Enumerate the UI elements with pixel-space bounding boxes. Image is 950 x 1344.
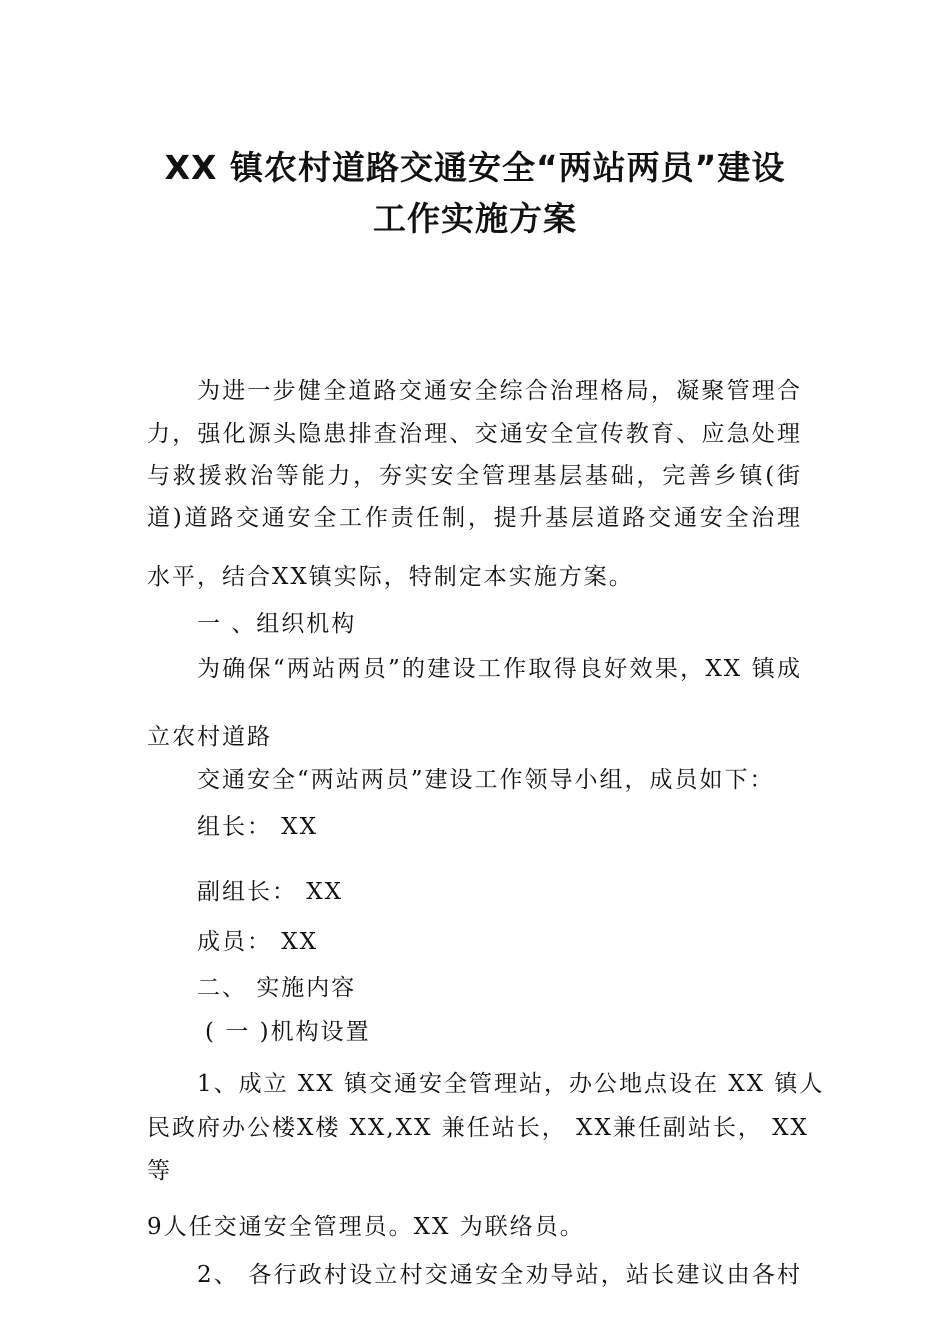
members-line: 成员： XX: [197, 929, 319, 955]
intro-paragraph-line: 为进一步健全道路交通安全综合治理格局，凝聚管理合: [197, 378, 802, 404]
organization-paragraph-line: 交通安全“两站两员”建设工作领导小组，成员如下：: [197, 767, 775, 793]
section-heading-organization: 一 、组织机构: [197, 611, 357, 637]
item-1-line: 民政府办公楼X楼 XX,XX 兼任站长， XX兼任副站长， XX: [147, 1115, 809, 1141]
organization-paragraph-line: 为确保“两站两员”的建设工作取得良好效果，XX 镇成: [197, 656, 802, 682]
document-title-line-1: XX 镇农村道路交通安全“两站两员”建设: [164, 148, 786, 187]
leader-line: 组长： XX: [197, 814, 319, 840]
intro-paragraph-line: 水平，结合XX镇实际，特制定本实施方案。: [147, 564, 634, 590]
section-heading-implementation: 二、 实施内容: [197, 975, 357, 1001]
subsection-heading-setup: ( 一 )机构设置: [205, 1019, 371, 1045]
item-2-line: 2、 各行政村设立村交通安全劝导站，站长建议由各村: [197, 1262, 802, 1288]
organization-paragraph-line: 立农村道路: [147, 724, 272, 750]
item-1-line: 9人任交通安全管理员。XX 为联络员。: [147, 1214, 585, 1240]
deputy-leader-line: 副组长： XX: [197, 879, 344, 905]
intro-paragraph-line: 力，强化源头隐患排查治理、交通安全宣传教育、应急处理: [147, 421, 802, 447]
document-title-line-2: 工作实施方案: [373, 199, 577, 238]
intro-paragraph-line: 道)道路交通安全工作责任制，提升基层道路交通安全治理: [147, 505, 802, 531]
intro-paragraph-line: 与救援救治等能力，夯实安全管理基层基础，完善乡镇(街: [147, 463, 802, 489]
item-1-line: 等: [147, 1158, 172, 1184]
item-1-line: 1、成立 XX 镇交通安全管理站，办公地点设在 XX 镇人: [197, 1071, 825, 1097]
